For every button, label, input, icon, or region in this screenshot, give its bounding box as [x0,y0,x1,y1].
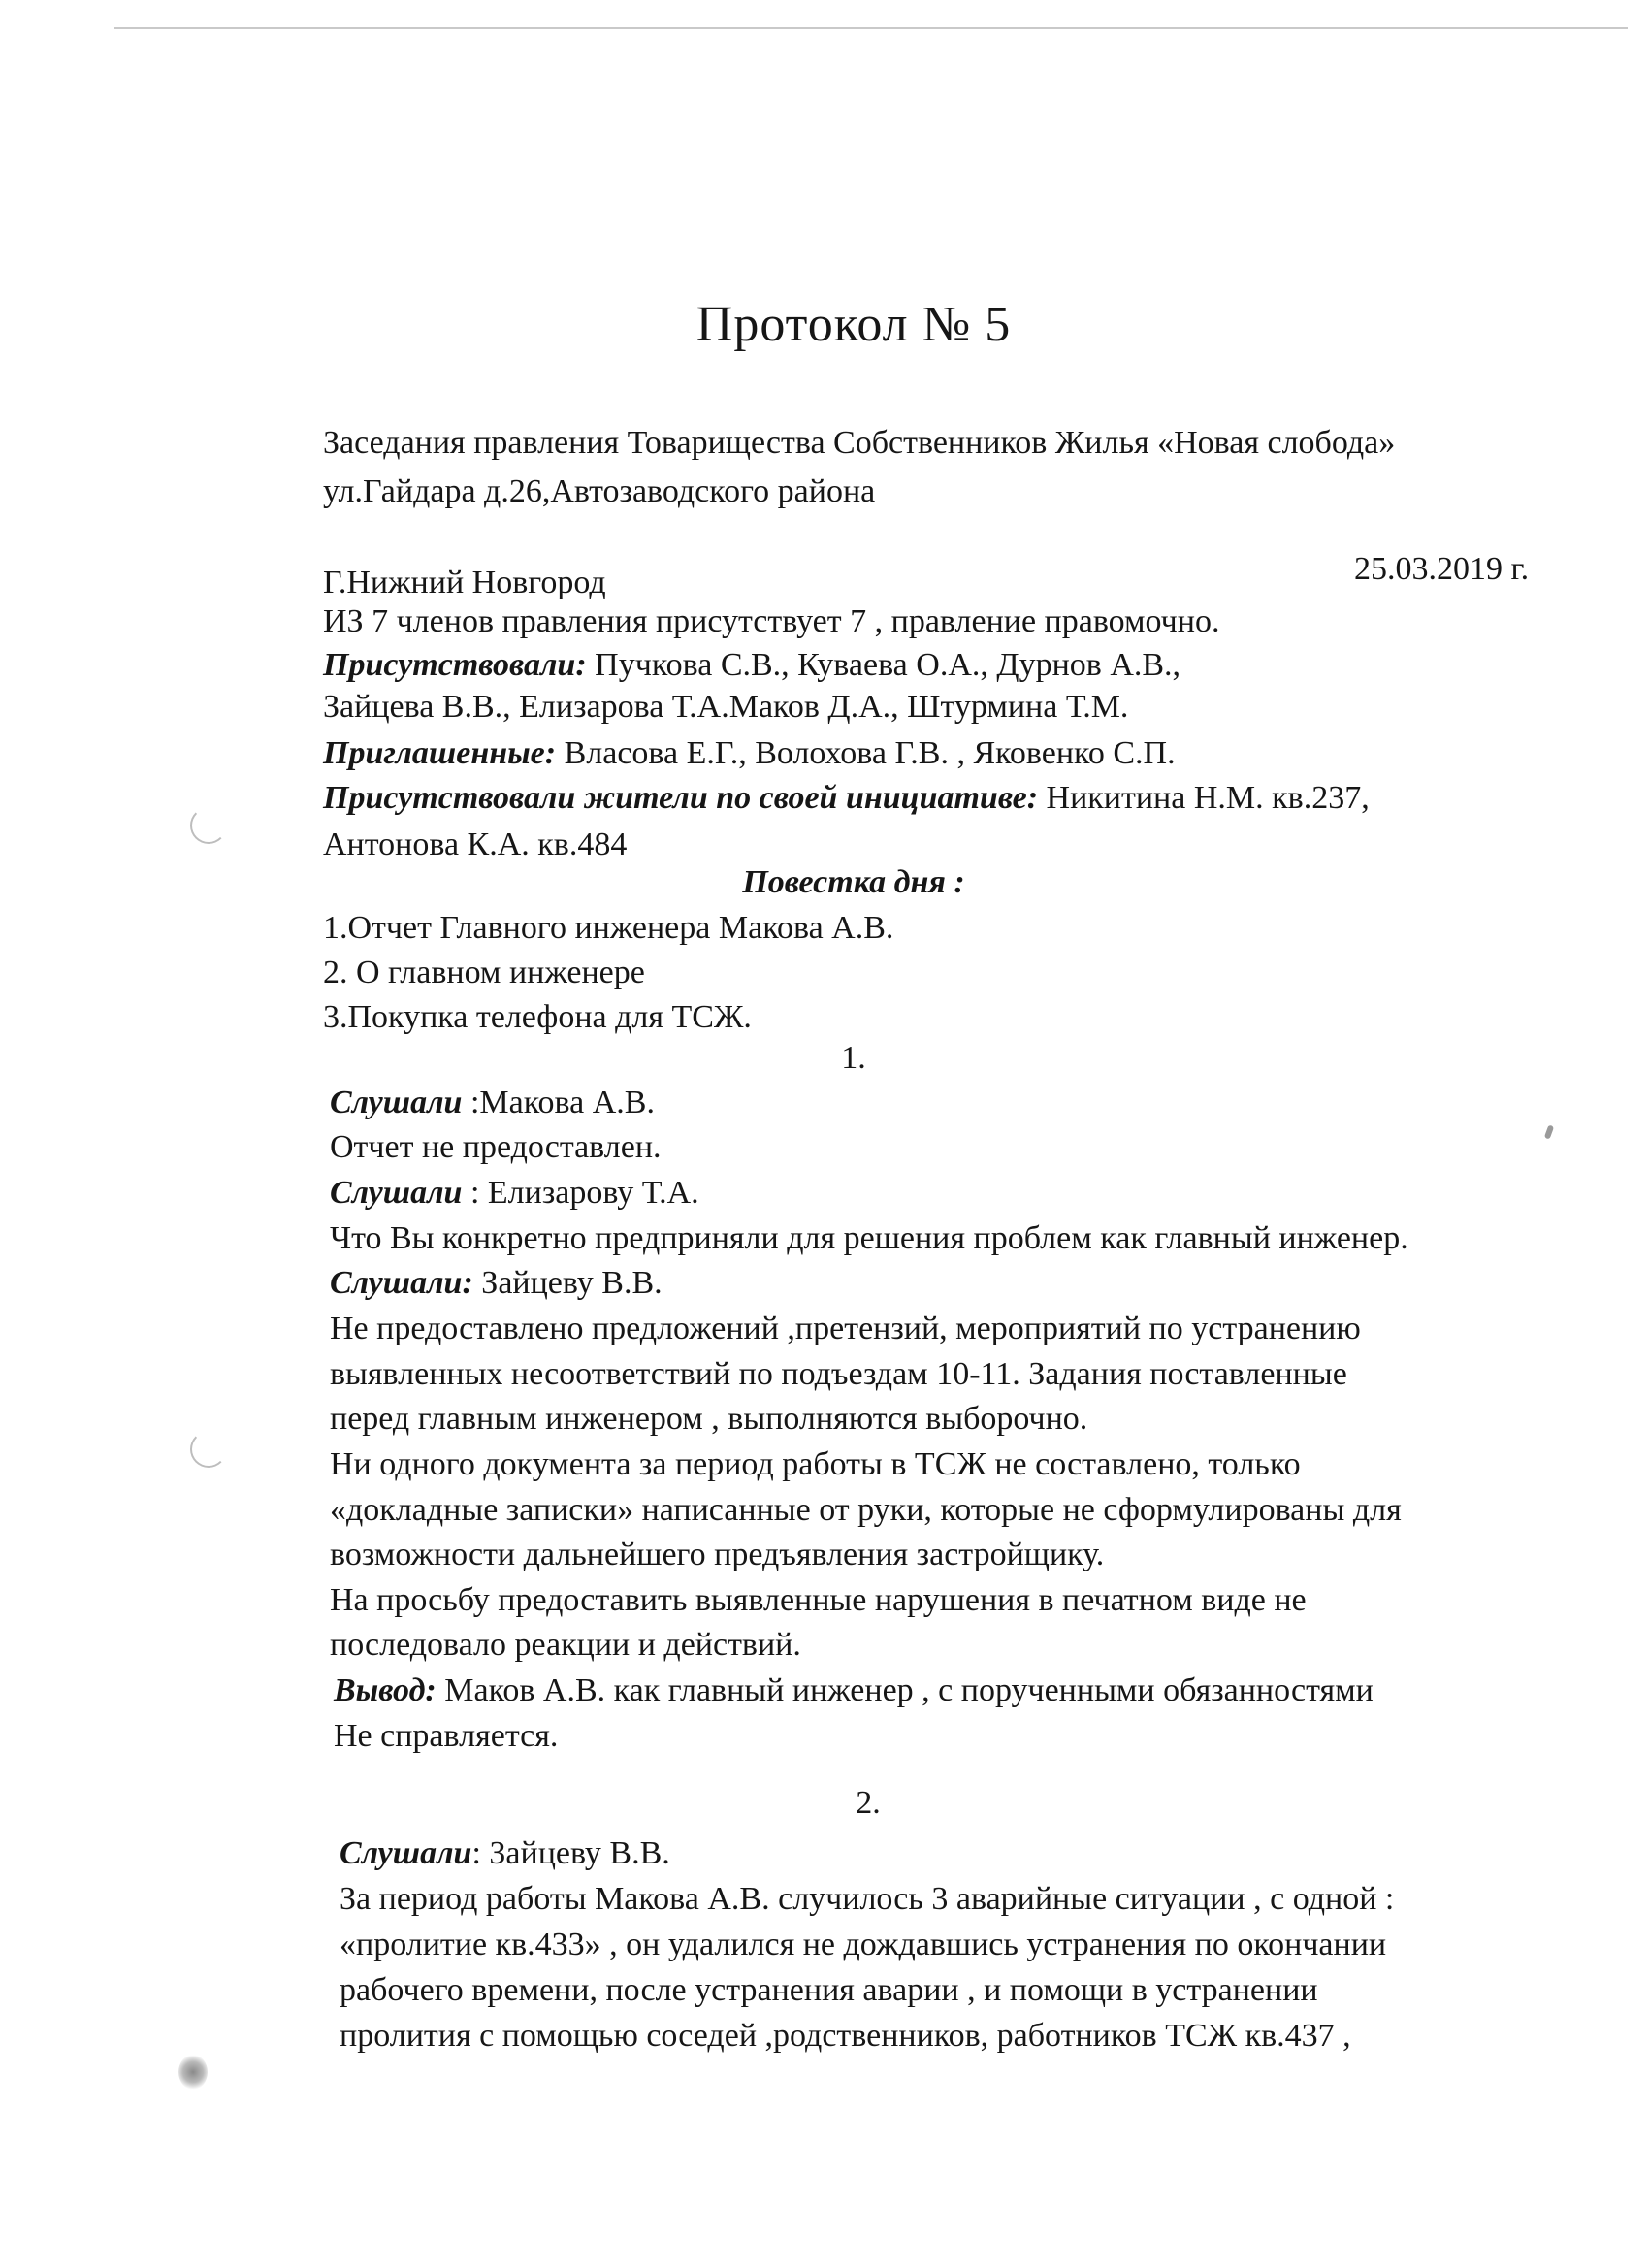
listen-1-line [330,1086,655,1119]
listen-1-name: :Макова А.В. [462,1085,655,1120]
listen-2-name: : Елизарову Т.А. [462,1175,699,1211]
invited-names: Власова Е.Г., Волохова Г.В. , Яковенко С.П. [556,735,1176,771]
agenda-item-2: 2. О главном инженере [323,955,645,990]
section-1-number: 1. [841,1040,866,1076]
listen-2-line [330,1177,699,1210]
listen-2-label: Слушали [330,1175,463,1211]
scan-speck [1544,1124,1554,1139]
question-line: Что Вы конкретно предприняли для решения проблем как главный инженер. [330,1220,1408,1256]
header-line-1: Заседания правления Товарищества Собственников Жилья «Новая слобода» [323,425,1396,461]
residents-names-1: Никитина Н.М. кв.237, [1038,780,1370,816]
section-2-body-line: пролития с помощью соседей ,родственников, работников ТСЖ кв.437 , [340,2018,1351,2054]
city: Г.Нижний Новгород [323,565,606,600]
agenda-item-1: 1.Отчет Главного инженера Макова А.В. [323,910,894,946]
invited-label: Приглашенные: [323,735,557,771]
punch-hole-mark [190,1431,227,1468]
scan-top-edge [114,27,1628,29]
section-1-body-line: «докладные записки» написанные от руки, которые не сформулированы для [330,1492,1402,1528]
present-line-2: Зайцева В.В., Елизарова Т.А.Маков Д.А., Штурмина Т.М. [323,689,1129,725]
residents-label: Присутствовали жители по своей инициативе: [323,780,1039,816]
present-label: Присутствовали: [323,647,587,683]
section-2-body-line: За период работы Макова А.В. случилось 3 аварийные ситуации , с одной : [340,1881,1395,1917]
agenda-item-3: 3.Покупка телефона для ТСЖ. [323,999,752,1035]
scan-smudge [178,2055,208,2090]
section-2-listen-line [340,1837,670,1870]
section-1-body-line: Ни одного документа за период работы в ТСЖ не составлено, только [330,1446,1301,1482]
quorum-line: ИЗ 7 членов правления присутствует 7 , правление правомочно. [323,603,1220,639]
punch-hole-mark [190,807,227,844]
section-1-body-line: возможности дальнейшего предъявления застройщику. [330,1537,1105,1572]
report-line: Отчет не предоставлен. [330,1129,662,1165]
listen-1-label: Слушали [330,1085,463,1120]
conclusion-end: Не справляется. [334,1718,559,1754]
section-1-body-line: последовало реакции и действий. [330,1627,801,1663]
section-2-listen-label: Слушали [340,1835,472,1871]
conclusion-label: Вывод: [334,1672,436,1708]
header-line-2: ул.Гайдара д.26,Автозаводского района [323,473,876,509]
present-line-1 [323,649,1180,682]
listen-3-line [330,1267,663,1300]
residents-line-1 [323,782,1370,815]
present-names-1: Пучкова С.В., Куваева О.А., Дурнов А.В., [586,647,1181,683]
conclusion-text: Маков А.В. как главный инженер , с порученными обязанностями [436,1672,1374,1708]
invited-line [323,737,1176,770]
listen-3-name: Зайцеву В.В. [472,1265,663,1301]
section-2-listen-name: : Зайцеву В.В. [471,1835,670,1871]
section-2-body-line: «пролитие кв.433» , он удалился не дождавшись устранения по окончании [340,1927,1387,1962]
conclusion-line [334,1674,1374,1707]
section-2-number: 2. [856,1785,881,1821]
section-1-body-line: На просьбу предоставить выявленные нарушения в печатном виде не [330,1582,1307,1618]
section-1-body-line: перед главным инженером , выполняются выборочно. [330,1401,1088,1437]
section-1-body-line: выявленных несоответствий по подъездам 10-11. Задания поставленные [330,1356,1347,1392]
agenda-heading: Повестка дня : [742,864,965,900]
section-2-body-line: рабочего времени, после устранения аварии , и помощи в устранении [340,1972,1318,2008]
date: 25.03.2019 г. [1354,551,1530,587]
listen-3-label: Слушали: [330,1265,473,1301]
residents-line-2: Антонова К.А. кв.484 [323,826,628,862]
protocol-title: Протокол № 5 [695,297,1012,352]
section-1-body-line: Не предоставлено предложений ,претензий, мероприятий по устранению [330,1311,1361,1346]
